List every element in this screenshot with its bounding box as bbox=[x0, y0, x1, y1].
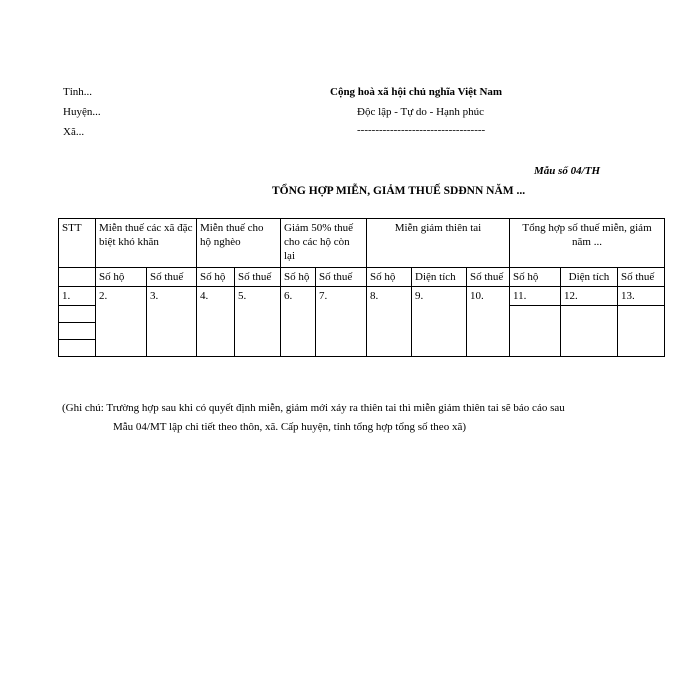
disaster-header: Miễn giảm thiên tai bbox=[367, 219, 510, 268]
header-row bbox=[59, 219, 665, 268]
table-cell bbox=[618, 306, 665, 357]
column-number: 11. bbox=[510, 287, 561, 306]
column-number: 6. bbox=[281, 287, 316, 357]
subheader-cell: Số hộ bbox=[197, 268, 235, 287]
column-number: 7. bbox=[316, 287, 367, 357]
poor-households-header: Miễn thuế cho hộ nghèo bbox=[197, 219, 281, 268]
subheader-cell: Diện tích bbox=[412, 268, 467, 287]
note-line-1: (Ghi chú: Trường hợp sau khi có quyết định miễn, giảm mới xảy ra thiên tai thì miễn giảm thiên tai sẽ báo cáo sau bbox=[62, 402, 565, 414]
subheader-cell: Diện tích bbox=[561, 268, 618, 287]
summary-table bbox=[58, 218, 665, 357]
subheader-cell: Số thuế bbox=[467, 268, 510, 287]
table-cell bbox=[510, 306, 561, 357]
column-number: 8. bbox=[367, 287, 412, 357]
total-header: Tổng hợp số thuế miễn, giảm năm ... bbox=[510, 219, 665, 268]
column-number: 3. bbox=[147, 287, 197, 357]
table-cell bbox=[59, 323, 96, 340]
special-communes-header: Miễn thuế các xã đặc biệt khó khăn bbox=[96, 219, 197, 268]
table-cell bbox=[59, 340, 96, 357]
table-cell bbox=[59, 306, 96, 323]
stt-header: STT bbox=[59, 219, 96, 268]
stt-sub-blank bbox=[59, 268, 96, 287]
subheader-cell: Số thuế bbox=[618, 268, 665, 287]
half-reduction-header: Giảm 50% thuế cho các hộ còn lại bbox=[281, 219, 367, 268]
subheader-row bbox=[59, 268, 665, 287]
subheader-cell: Số thuế bbox=[147, 268, 197, 287]
province-label: Tỉnh... bbox=[63, 86, 93, 98]
subheader-cell: Số hộ bbox=[367, 268, 412, 287]
commune-label: Xã... bbox=[63, 126, 85, 138]
subheader-cell: Số thuế bbox=[316, 268, 367, 287]
column-number: 10. bbox=[467, 287, 510, 357]
form-number: Mẫu số 04/TH bbox=[534, 165, 601, 177]
column-number: 1. bbox=[59, 287, 96, 306]
district-label: Huyện... bbox=[63, 106, 101, 118]
subheader-cell: Số hộ bbox=[96, 268, 147, 287]
header-divider: ----------------------------------- bbox=[357, 124, 486, 136]
column-number: 2. bbox=[96, 287, 147, 357]
subheader-cell: Số hộ bbox=[510, 268, 561, 287]
table-cell bbox=[561, 306, 618, 357]
subheader-cell: Số thuế bbox=[235, 268, 281, 287]
column-number: 9. bbox=[412, 287, 467, 357]
republic-heading: Cộng hoà xã hội chủ nghĩa Việt Nam bbox=[330, 86, 503, 98]
motto-text: Độc lập - Tự do - Hạnh phúc bbox=[357, 106, 485, 118]
column-number: 5. bbox=[235, 287, 281, 357]
subheader-cell: Số hộ bbox=[281, 268, 316, 287]
column-number-row bbox=[59, 287, 665, 306]
column-number: 12. bbox=[561, 287, 618, 306]
column-number: 4. bbox=[197, 287, 235, 357]
document-title: TỔNG HỢP MIỄN, GIẢM THUẾ SDĐNN NĂM ... bbox=[272, 185, 526, 197]
note-line-2: Mẫu 04/MT lập chi tiết theo thôn, xã. Cấp huyện, tỉnh tổng hợp tổng số theo xã) bbox=[113, 421, 466, 433]
column-number: 13. bbox=[618, 287, 665, 306]
